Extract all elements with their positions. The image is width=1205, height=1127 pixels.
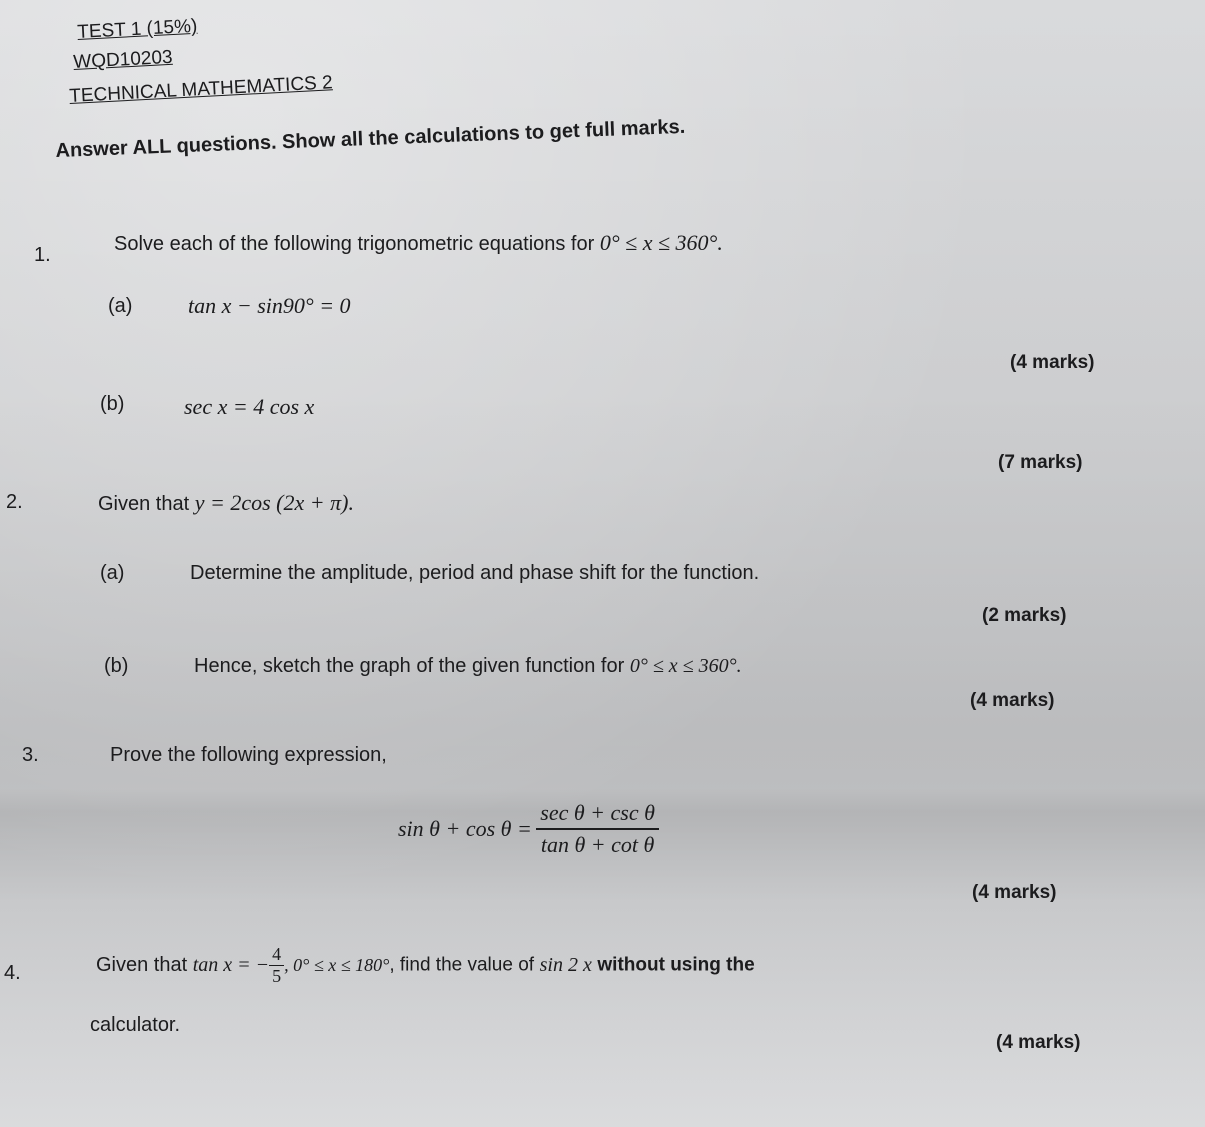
question-3-text: Prove the following expression, xyxy=(110,744,387,766)
question-1-text xyxy=(114,230,723,256)
question-2a-text: Determine the amplitude, period and phase shift for the function. xyxy=(190,562,760,584)
instructions: Answer ALL questions. Show all the calculations to get full marks. xyxy=(55,115,686,163)
question-1a-label: (a) xyxy=(108,295,133,317)
question-3-identity xyxy=(398,800,659,858)
question-4-line1 xyxy=(96,944,755,987)
question-2b-prompt: Hence, sketch the graph of the given function for xyxy=(194,655,625,677)
identity-numerator: sec θ + csc θ xyxy=(536,800,659,830)
question-2-text xyxy=(98,490,354,516)
question-2b-label: (b) xyxy=(104,655,129,677)
identity-denominator: tan θ + cot θ xyxy=(540,832,655,857)
question-4-prompt: Given that xyxy=(96,954,188,976)
question-4-tail: without using the xyxy=(597,954,755,976)
question-2-function: y = 2cos (2x + π). xyxy=(194,490,354,515)
question-4-range: , 0° ≤ x ≤ 180° xyxy=(284,955,390,975)
question-2b-text xyxy=(194,655,742,678)
question-4-line2: calculator. xyxy=(90,1014,181,1036)
question-2a-label: (a) xyxy=(100,562,125,584)
question-1-range: 0° ≤ x ≤ 360°. xyxy=(599,230,723,255)
question-2-prompt: Given that xyxy=(98,493,190,515)
question-1b-marks: (7 marks) xyxy=(998,452,1083,473)
question-4-target: sin 2 x xyxy=(539,954,592,976)
question-4-tan-lhs: tan x = − xyxy=(192,954,270,976)
question-3-number: 3. xyxy=(22,744,39,766)
question-2b-marks: (4 marks) xyxy=(970,690,1055,711)
fraction-denominator: 5 xyxy=(272,966,282,986)
course-code: WQD10203 xyxy=(72,46,174,74)
identity-fraction xyxy=(536,800,659,858)
question-1b-label: (b) xyxy=(100,393,125,415)
question-4-marks: (4 marks) xyxy=(996,1032,1081,1053)
question-3-marks: (4 marks) xyxy=(972,882,1057,903)
question-2a-marks: (2 marks) xyxy=(982,605,1067,626)
question-1a-marks: (4 marks) xyxy=(1010,352,1095,373)
course-name: TECHNICAL MATHEMATICS 2 xyxy=(68,72,334,108)
question-1b-equation: sec x = 4 cos x xyxy=(184,394,315,419)
question-1-number: 1. xyxy=(34,244,51,266)
question-2b-range: 0° ≤ x ≤ 360°. xyxy=(629,655,742,677)
test-title: TEST 1 (15%) xyxy=(76,15,198,44)
identity-lhs: sin θ + cos θ = xyxy=(398,816,532,841)
question-2-number: 2. xyxy=(6,491,23,513)
question-4-number: 4. xyxy=(4,962,21,984)
fraction-numerator: 4 xyxy=(269,944,284,966)
question-4-fraction xyxy=(269,944,284,987)
question-1-prompt: Solve each of the following trigonometric equations for xyxy=(114,233,595,255)
question-1a-equation: tan x − sin90° = 0 xyxy=(188,293,351,318)
question-4-find: , find the value of xyxy=(389,954,535,976)
